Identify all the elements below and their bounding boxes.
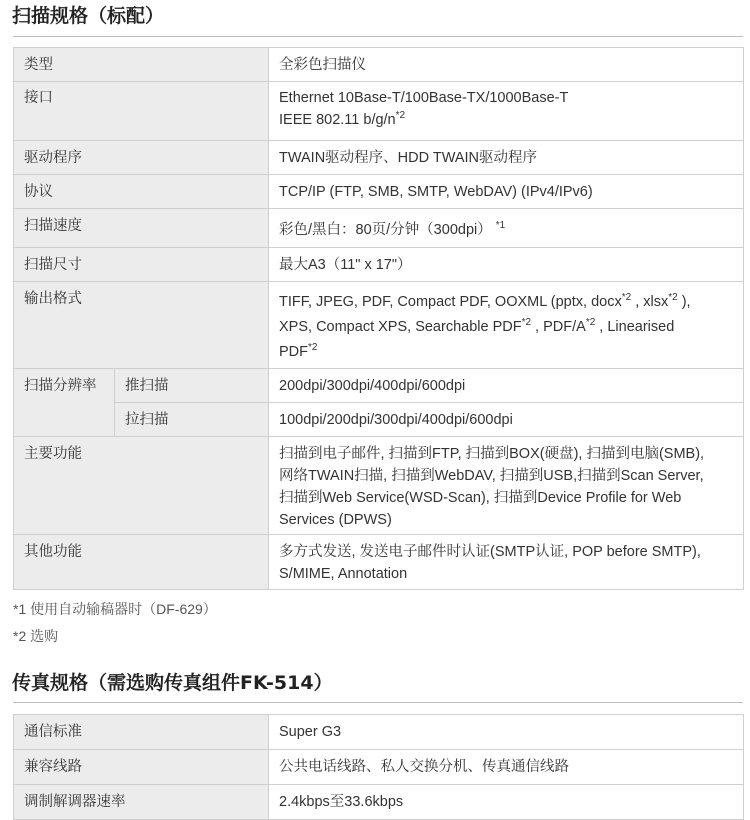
footnote-marker: *2: [668, 292, 678, 303]
spec-label: 通信标准: [14, 715, 269, 750]
spec-label: 驱动程序: [14, 141, 269, 175]
spec-sub-label: 拉扫描: [115, 403, 269, 437]
spec-value-line: 扫描到电子邮件, 扫描到FTP, 扫描到BOX(硬盘), 扫描到电脑(SMB),: [279, 446, 705, 462]
table-row: [14, 535, 744, 590]
spec-value: TWAIN驱动程序、HDD TWAIN驱动程序: [269, 141, 744, 175]
spec-label: 协议: [14, 175, 269, 209]
spec-value: 公共电话线路、私人交换分机、传真通信线路: [269, 750, 744, 785]
spec-label: 扫描速度: [14, 209, 269, 248]
footnote-2: *2 选购: [13, 628, 59, 644]
table-row: [14, 715, 744, 750]
spec-value-line: Ethernet 10Base-T/100Base-TX/1000Base-T: [279, 90, 569, 106]
footnote-marker: *2: [395, 110, 406, 121]
footnote-marker: *1: [495, 220, 506, 231]
table-row: [14, 750, 744, 785]
spec-value-text: PDF: [279, 344, 308, 360]
spec-value-line: Services (DPWS): [279, 512, 392, 528]
spec-value: Super G3: [269, 715, 744, 750]
spec-value-text: , PDF/A: [531, 319, 586, 335]
spec-value: [269, 437, 744, 535]
table-row: [14, 248, 744, 282]
table-row: [14, 785, 744, 820]
spec-label: 接口: [14, 82, 269, 141]
spec-value-text: XPS, Compact XPS, Searchable PDF: [279, 319, 522, 335]
spec-sub-label: 推扫描: [115, 369, 269, 403]
spec-label: 扫描尺寸: [14, 248, 269, 282]
spec-value: 最大A3（11" x 17"）: [269, 248, 744, 282]
table-row: [14, 82, 744, 141]
footnote-marker: *2: [621, 292, 632, 303]
spec-value-text: 彩色/黑白：80页/分钟（300dpi）: [279, 222, 492, 238]
table-row: [14, 209, 744, 248]
spec-value: 100dpi/200dpi/300dpi/400dpi/600dpi: [269, 403, 744, 437]
spec-value-line: 多方式发送, 发送电子邮件时认证(SMTP认证, POP before SMTP),: [279, 544, 701, 560]
spec-label: 类型: [14, 48, 269, 82]
spec-value-line: 扫描到Web Service(WSD-Scan), 扫描到Device Profile for Web: [279, 490, 682, 506]
spec-value: [269, 82, 744, 141]
spec-value: [269, 535, 744, 590]
scan-spec-table: [13, 47, 744, 590]
spec-value: TCP/IP (FTP, SMB, SMTP, WebDAV) (IPv4/IPv6): [269, 175, 744, 209]
spec-value: [269, 209, 744, 248]
spec-value: [269, 282, 744, 369]
title-divider: [13, 702, 743, 703]
table-row: [14, 141, 744, 175]
spec-label: 扫描分辨率: [14, 369, 115, 437]
spec-label: 输出格式: [14, 282, 269, 369]
spec-value-text: , Linearised: [595, 319, 675, 335]
spec-value-line: [279, 109, 733, 131]
table-row: [14, 48, 744, 82]
footnote-marker: *2: [585, 317, 596, 328]
scan-spec-title: 扫描规格（标配）: [12, 5, 165, 27]
spec-value-text: ),: [677, 294, 691, 310]
spec-value: 2.4kbps至33.6kbps: [269, 785, 744, 820]
spec-label: 其他功能: [14, 535, 269, 590]
spec-value: 全彩色扫描仪: [269, 48, 744, 82]
spec-value-text: TIFF, JPEG, PDF, Compact PDF, OOXML (pptx, docx: [279, 294, 622, 310]
spec-value-line: [279, 340, 733, 365]
spec-value-line: S/MIME, Annotation: [279, 566, 408, 582]
footnote-marker: *2: [521, 317, 532, 328]
table-row: [14, 369, 744, 403]
spec-value-line: [279, 290, 733, 315]
title-divider: [13, 36, 743, 37]
spec-label: 兼容线路: [14, 750, 269, 785]
fax-spec-title: 传真规格（需选购传真组件FK-514）: [12, 672, 333, 694]
table-row: [14, 437, 744, 535]
table-row: [14, 282, 744, 369]
fax-spec-table: [13, 714, 744, 820]
spec-label: 调制解调器速率: [14, 785, 269, 820]
spec-label: 主要功能: [14, 437, 269, 535]
spec-value: 200dpi/300dpi/400dpi/600dpi: [269, 369, 744, 403]
spec-value-text: IEEE 802.11 b/g/n: [279, 112, 396, 128]
table-row: [14, 403, 744, 437]
table-row: [14, 175, 744, 209]
spec-value-text: , xlsx: [631, 294, 669, 310]
footnote-1: *1 使用自动输稿器时（DF-629）: [13, 601, 217, 617]
spec-value-line: [279, 315, 733, 340]
spec-value-line: 网络TWAIN扫描, 扫描到WebDAV, 扫描到USB,扫描到Scan Server,: [279, 468, 704, 484]
footnote-marker: *2: [308, 342, 318, 353]
